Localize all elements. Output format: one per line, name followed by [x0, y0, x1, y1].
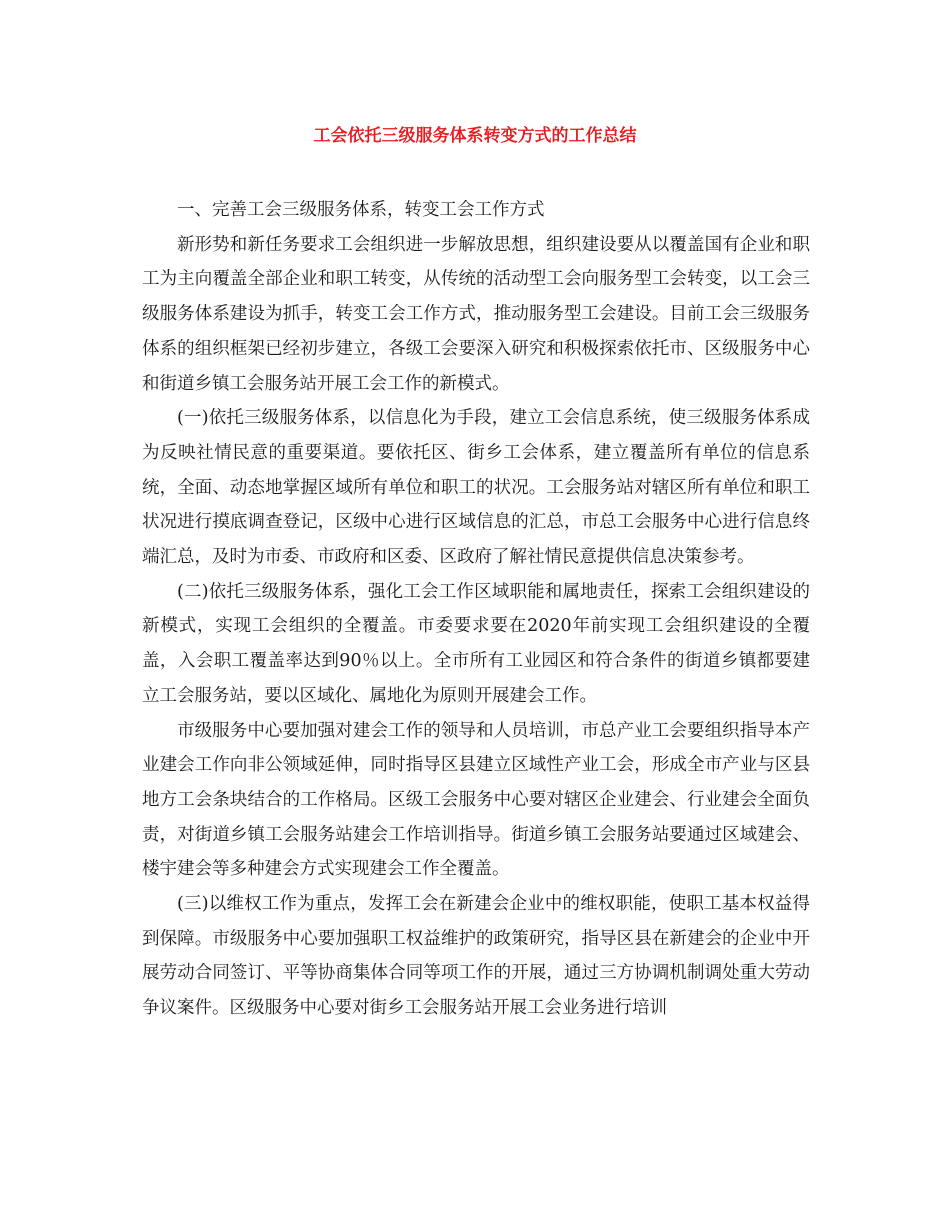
paragraph: 市级服务中心要加强对建会工作的领导和人员培训，市总产业工会要组织指导本产业建会工作向非公领域延伸，同时指导区县建立区域性产业工会，形成全市产业与区县地方工会条块结合的工作格局。区级工会服务中心要对辖区企业建会、行业建会全面负责，对街道乡镇工会服务站建会工作培训指导。街道乡镇工会服务站要通过区域建会、楼宇建会等多种建会方式实现建会工作全覆盖。 — [142, 720, 810, 880]
section-heading: 一、完善工会三级服务体系，转变工会工作方式 — [177, 200, 545, 220]
paragraph: (三)以维权工作为重点，发挥工会在新建会企业中的维权职能，使职工基本权益得到保障。市级服务中心要加强职工权益维护的政策研究，指导区县在新建会的企业中开展劳动合同签订、平等协商集体合同等项工作的开展，通过三方协调机制调处重大劳动争议案件。区级服务中心要对街乡工会服务站开展工会业务进行培训 — [142, 894, 810, 1019]
document-title: 工会依托三级服务体系转变方式的工作总结 — [313, 126, 637, 146]
paragraph: (一)依托三级服务体系，以信息化为手段，建立工会信息系统，使三级服务体系成为反映社情民意的重要渠道。要依托区、街乡工会体系，建立覆盖所有单位的信息系统，全面、动态地掌握区域所有单位和职工的状况。工会服务站对辖区所有单位和职工状况进行摸底调查登记，区级中心进行区域信息的汇总，市总工会服务中心进行信息终端汇总，及时为市委、市政府和区委、区政府了解社情民意提供信息决策参考。 — [142, 408, 810, 568]
paragraph: (二)依托三级服务体系，强化工会工作区域职能和属地责任，探索工会组织建设的新模式，实现工会组织的全覆盖。市委要求要在2020年前实现工会组织建设的全覆盖，入会职工覆盖率达到90％以上。全市所有工业园区和符合条件的街道乡镇都要建立工会服务站，要以区域化、属地化为原则开展建会工作。 — [142, 581, 810, 706]
document-body — [142, 193, 810, 1026]
paragraph: 新形势和新任务要求工会组织进一步解放思想，组织建设要从以覆盖国有企业和职工为主向覆盖全部企业和职工转变，从传统的活动型工会向服务型工会转变，以工会三级服务体系建设为抓手，转变工会工作方式，推动服务型工会建设。目前工会三级服务体系的组织框架已经初步建立，各级工会要深入研究和积极探索依托市、区级服务中心和街道乡镇工会服务站开展工会工作的新模式。 — [142, 234, 810, 394]
